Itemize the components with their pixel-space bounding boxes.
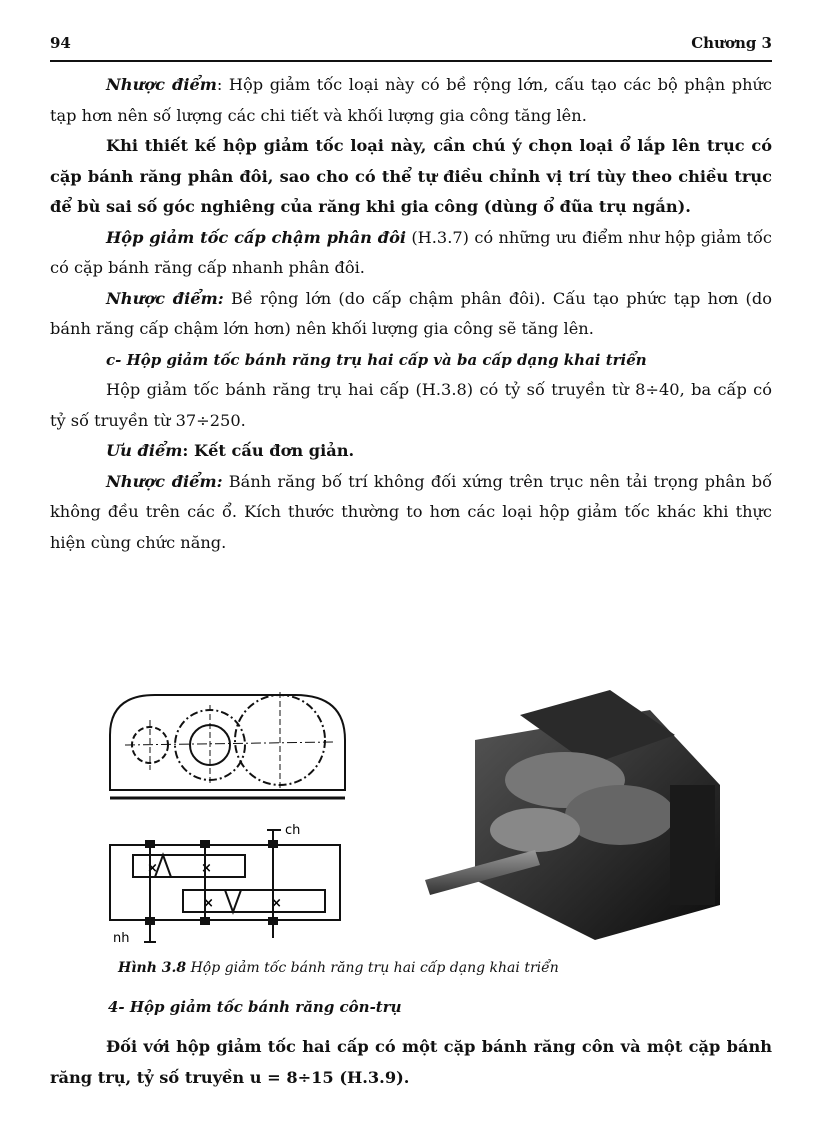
figure-3-8 <box>95 680 735 960</box>
caption-label: Hình 3.8 <box>118 960 187 976</box>
figure-caption <box>118 960 559 976</box>
page-header <box>50 30 772 62</box>
photo-housing-side <box>670 785 715 905</box>
bearing-6 <box>268 917 278 925</box>
bearing-1 <box>145 840 155 848</box>
para7-lead: Nhược điểm: <box>106 471 223 491</box>
photo-gear-2 <box>565 785 675 845</box>
paragraph-2: Khi thiết kế hộp giảm tốc loại này, cần chú ý chọn loại ổ lắp lên trục có cặp bánh răng phân đôi, sao cho có thể tự điều chỉnh vị trí tùy theo chiều trục để bù sai số góc nghiêng của răng khi gia công (dùng ổ đũa trụ ngắn). <box>50 136 772 216</box>
para6-lead: Ưu điểm <box>106 441 183 460</box>
paragraph-3 <box>50 223 772 284</box>
page-number: 94 <box>50 34 71 52</box>
label-ch: ch <box>285 823 301 838</box>
section-c-heading: c- Hộp giảm tốc bánh răng trụ hai cấp và ba cấp dạng khai triển <box>106 350 647 369</box>
bearing-2 <box>145 917 155 925</box>
para3-text: (H.3.7) có những ưu điểm như hộp giảm tốc có cặp bánh răng cấp nhanh phân đôi. <box>50 227 772 277</box>
caption-text: Hộp giảm tốc bánh răng trụ hai cấp dạng khai triển <box>190 960 559 976</box>
para7-text: Bánh răng bố trí không đối xứng trên trục nên tải trọng phân bố không đều trên các ổ. Kích thước thường to hơn các loại hộp giảm tốc khác khi thực hiện cùng chức năng. <box>50 471 772 552</box>
para4-lead: Nhược điểm: <box>106 288 224 308</box>
paragraph-7 <box>50 467 772 559</box>
photo-gear-3 <box>490 808 580 852</box>
gear-mark-4: × <box>271 896 282 911</box>
para4-text: Bề rộng lớn (do cấp chậm phân đôi). Cấu tạo phức tạp hơn (do bánh răng cấp chậm lớn hơn) nên khối lượng gia công sẽ tăng lên. <box>50 288 772 338</box>
gear-mark-2: × <box>201 861 212 876</box>
paragraph-5: Hộp giảm tốc bánh răng trụ hai cấp (H.3.8) có tỷ số truyền từ 8÷40, ba cấp có tỷ số truyền từ 37÷250. <box>50 380 772 430</box>
paragraph-6 <box>50 436 772 467</box>
para3-lead: Hộp giảm tốc cấp chậm phân đôi <box>106 227 407 247</box>
last-paragraph-block <box>50 1032 772 1093</box>
paragraph-4 <box>50 284 772 345</box>
para1-lead: Nhược điểm <box>106 75 217 94</box>
paragraph-1 <box>50 70 772 131</box>
gear-mark-3: × <box>203 896 214 911</box>
para6-text: : Kết cấu đơn giản. <box>182 441 355 460</box>
chapter-title: Chương 3 <box>691 34 772 52</box>
gearbox-photo <box>415 680 735 945</box>
para1-text: : Hộp giảm tốc loại này có bề rộng lớn, cấu tạo các bộ phận phức tạp hơn nên số lượng các chi tiết và khối lượng gia công tăng lên. <box>50 75 772 125</box>
section-4-heading: 4- Hộp giảm tốc bánh răng côn-trụ <box>108 998 402 1016</box>
gearbox-schematic <box>95 680 365 950</box>
last-paragraph: Đối với hộp giảm tốc hai cấp có một cặp bánh răng côn và một cặp bánh răng trụ, tỷ số truyền u = 8÷15 (H.3.9). <box>50 1037 772 1087</box>
body-text <box>50 70 772 558</box>
label-nh: nh <box>113 931 130 946</box>
bearing-5 <box>268 840 278 848</box>
gear-mark-1: × <box>147 861 158 876</box>
